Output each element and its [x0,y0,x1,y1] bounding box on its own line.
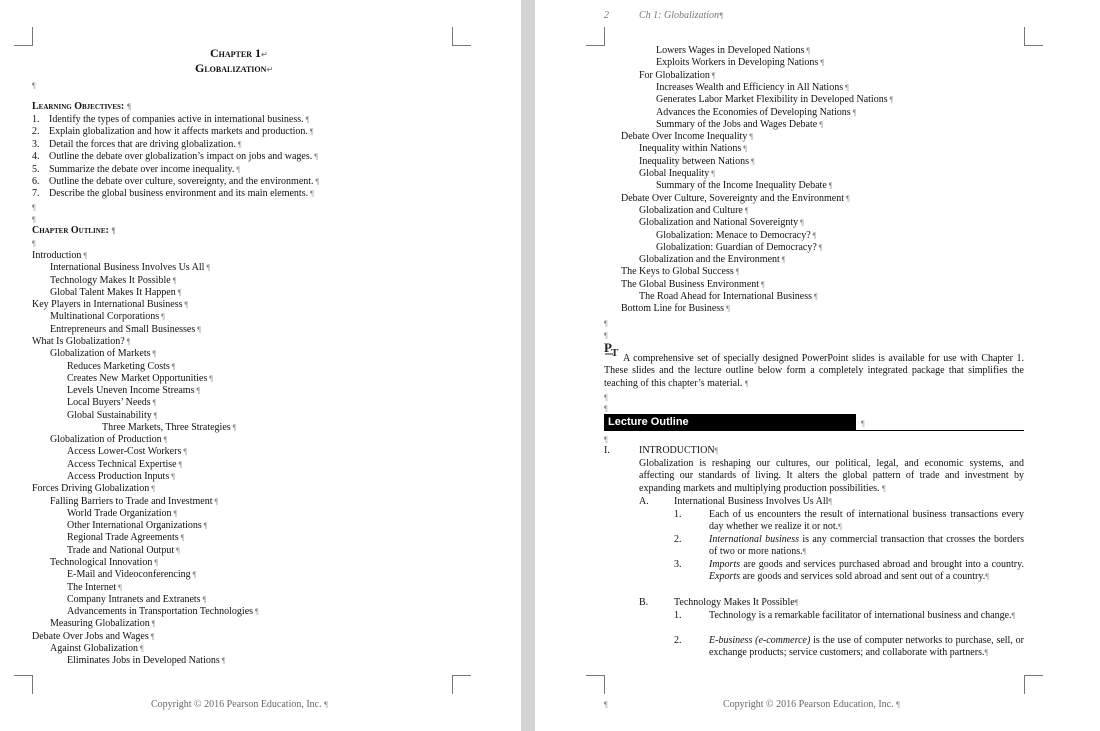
list-item-text: Each of us encounters the result of international business transactions every day whether we realize it or not.¶ [709,509,1024,533]
empty-paragraph-mark: ¶ [604,435,608,444]
outline-item-level-0: Debate Over Income Inequality ¶ [621,131,753,143]
empty-paragraph-mark: ¶ [604,331,608,340]
outline-item-level-0: The Keys to Global Success ¶ [621,266,740,278]
outline-item-level-2: Lowers Wages in Developed Nations ¶ [656,45,811,56]
empty-paragraph-mark: ¶ [861,419,865,428]
outline-item-level-0: Introduction ¶ [32,250,88,261]
crop-mark-bottom-right [452,675,471,694]
outline-item-level-2: Summary of the Income Inequality Debate ¶ [656,180,833,192]
outline-item-level-0: Bottom Line for Business ¶ [621,303,730,315]
list-item-text: Technology is a remarkable facilitator of international business and change.¶ [709,610,1016,621]
outline-item-level-1: International Business Involves Us All ¶ [50,262,211,274]
outline-item-level-2: Other International Organizations ¶ [67,520,208,532]
crop-mark-bottom-left [586,675,605,694]
outline-item-level-2: E-Mail and Videoconferencing ¶ [67,569,197,581]
outline-item-level-2: Regional Trade Agreements ¶ [67,532,185,544]
outline-item-level-2: Levels Uneven Income Streams ¶ [67,385,201,397]
empty-paragraph-mark: ¶ [604,404,608,413]
chapter-outline-heading: Chapter Outline: ¶ [32,225,116,236]
outline-item-level-0: The Global Business Environment ¶ [621,278,765,290]
outline-item-level-1: Inequality between Nations ¶ [639,155,755,167]
outline-item-level-2: Advancements in Transportation Technologies ¶ [67,606,259,618]
learning-objective-item: Outline the debate over globalization’s impact on jobs and wages. ¶ [49,151,318,163]
list-number: 1. [674,610,682,621]
header-chapter-title: Ch 1: Globalization¶ [639,10,724,21]
outline-item-level-2: Trade and National Output ¶ [67,544,180,556]
subsection-title: International Business Involves Us All¶ [674,496,833,507]
learning-objective-item: Detail the forces that are driving globalization. ¶ [49,138,242,150]
crop-mark-top-left [586,27,605,46]
outline-item-level-0: Forces Driving Globalization ¶ [32,483,155,495]
objective-number: 4. [32,151,40,163]
learning-objectives-heading: Learning Objectives: ¶ [32,101,132,112]
page-footer: Copyright © 2016 Pearson Education, Inc. ¶ [151,699,328,710]
outline-item-level-1: Technological Innovation ¶ [50,557,158,568]
subsection-title: Technology Makes It Possible¶ [674,597,799,608]
outline-item-level-1: Technology Makes It Possible ¶ [50,274,177,286]
svg-text:P: P [604,341,612,355]
banner-underline [604,430,1024,431]
outline-item-level-1: Global Talent Makes It Happen ¶ [50,286,182,298]
page-footer: Copyright © 2016 Pearson Education, Inc. ¶ [723,699,900,710]
outline-item-level-1: The Road Ahead for International Business ¶ [639,291,818,302]
outline-item-level-1: Measuring Globalization ¶ [50,618,156,630]
outline-item-level-1: Globalization of Markets ¶ [50,348,157,360]
objective-number: 5. [32,163,40,175]
crop-mark-top-right [452,27,471,46]
outline-item-level-2: Advances the Economies of Developing Nations ¶ [656,106,857,118]
outline-item-level-2: Access Production Inputs ¶ [67,471,175,483]
chapter-title: Chapter 1↵ [210,46,268,60]
chapter-subtitle: Globalization↵ [195,61,274,75]
learning-objective-item: Identify the types of companies active in international business. ¶ [49,114,310,125]
list-number: 2. [674,534,682,545]
outline-item-level-2: Generates Labor Market Flexibility in Developed Nations ¶ [656,94,894,106]
crop-mark-top-right [1024,27,1043,46]
subsection-letter: B. [639,597,649,608]
outline-item-level-2: Access Technical Expertise ¶ [67,458,183,470]
section-title: INTRODUCTION¶ [639,445,719,456]
outline-item-level-1: Globalization of Production ¶ [50,434,168,446]
outline-item-level-2: Creates New Market Opportunities ¶ [67,372,213,384]
empty-paragraph-mark: ¶ [32,239,36,248]
list-item-text: E-business (e-commerce) is the use of computer networks to purchase, sell, or exchange products; service customers; and collaborate with partners.¶ [709,635,1024,659]
outline-item-level-2: Eliminates Jobs in Developed Nations ¶ [67,655,226,667]
subsection-letter: A. [639,496,649,507]
document-page-2 [535,0,1100,731]
list-item-text: Imports are goods and services purchased abroad and brought into a country. Exports are goods and services sold abroad and sent out of a country.¶ [709,559,1024,583]
document-page-1 [0,0,521,731]
outline-item-level-2: Globalization: Menace to Democracy? ¶ [656,229,817,241]
crop-mark-top-left [14,27,33,46]
powerpoint-note-paragraph: A comprehensive set of specially designed PowerPoint slides is available for use with Chapter 1. These slides and the lecture outline below form a completely integrated package that simplifies the teaching of this chapter’s material. ¶ [604,353,1024,389]
empty-paragraph-mark: ¶ [32,215,36,224]
empty-paragraph-mark: ¶ [604,700,608,709]
outline-item-level-2: Increases Wealth and Efficiency in All Nations ¶ [656,81,849,93]
empty-paragraph-mark: ¶ [604,393,608,402]
learning-objective-item: Outline the debate over culture, sovereignty, and the environment. ¶ [49,176,320,187]
outline-item-level-1: Global Inequality ¶ [639,168,715,179]
outline-item-level-0: Debate Over Jobs and Wages ¶ [32,630,155,642]
outline-item-level-1: Against Globalization ¶ [50,642,144,654]
objective-number: 1. [32,114,40,125]
outline-item-level-1: Globalization and the Environment ¶ [639,254,786,266]
list-number: 2. [674,635,682,646]
section-paragraph: Globalization is reshaping our cultures, our political, legal, and economic systems, and affecting our standards of living. It alters the global pattern of trade and investment by expanding markets and multiplying production possibilities. ¶ [639,458,1024,494]
objective-number: 2. [32,126,40,138]
outline-item-level-2: World Trade Organization ¶ [67,507,178,519]
outline-item-level-2: The Internet ¶ [67,581,122,593]
outline-item-level-3: Three Markets, Three Strategies ¶ [102,421,237,433]
learning-objective-item: Describe the global business environment and its main elements. ¶ [49,188,314,200]
outline-item-level-1: Falling Barriers to Trade and Investment ¶ [50,495,219,507]
lecture-outline-banner: Lecture Outline [604,414,856,430]
outline-item-level-2: Reduces Marketing Costs ¶ [67,360,176,372]
outline-item-level-2: Local Buyers’ Needs ¶ [67,397,157,409]
outline-item-level-1: Entrepreneurs and Small Businesses ¶ [50,323,201,335]
outline-item-level-0: Debate Over Culture, Sovereignty and the Environment ¶ [621,192,850,204]
outline-item-level-1: Multinational Corporations ¶ [50,311,165,323]
outline-item-level-1: Globalization and Culture ¶ [639,204,749,216]
empty-paragraph-mark: ¶ [32,81,36,90]
list-item-text: International business is any commercial transaction that crosses the borders of two or more nations.¶ [709,534,1024,558]
crop-mark-bottom-left [14,675,33,694]
objective-number: 3. [32,138,40,150]
outline-item-level-2: Global Sustainability ¶ [67,409,158,421]
empty-paragraph-mark: ¶ [604,319,608,328]
outline-item-level-2: Access Lower-Cost Workers ¶ [67,446,187,458]
outline-item-level-2: Exploits Workers in Developing Nations ¶ [656,57,824,69]
learning-objective-item: Explain globalization and how it affects markets and production. ¶ [49,126,314,138]
outline-item-level-2: Company Intranets and Extranets ¶ [67,593,207,605]
objective-number: 6. [32,176,40,187]
header-page-number: 2 [604,10,609,21]
learning-objective-item: Summarize the debate over income inequality. ¶ [49,163,241,175]
outline-item-level-1: For Globalization ¶ [639,69,716,81]
outline-item-level-2: Summary of the Jobs and Wages Debate ¶ [656,118,823,130]
crop-mark-bottom-right [1024,675,1043,694]
outline-item-level-1: Inequality within Nations ¶ [639,143,747,155]
outline-item-level-1: Globalization and National Sovereignty ¶ [639,217,804,229]
section-number: I. [604,445,610,456]
list-number: 1. [674,509,682,520]
list-number: 3. [674,559,682,570]
svg-text:T: T [611,347,619,356]
empty-paragraph-mark: ¶ [32,203,36,212]
outline-item-level-0: Key Players in International Business ¶ [32,299,189,311]
outline-item-level-2: Globalization: Guardian of Democracy? ¶ [656,241,823,253]
outline-item-level-0: What Is Globalization? ¶ [32,335,131,347]
objective-number: 7. [32,188,40,200]
